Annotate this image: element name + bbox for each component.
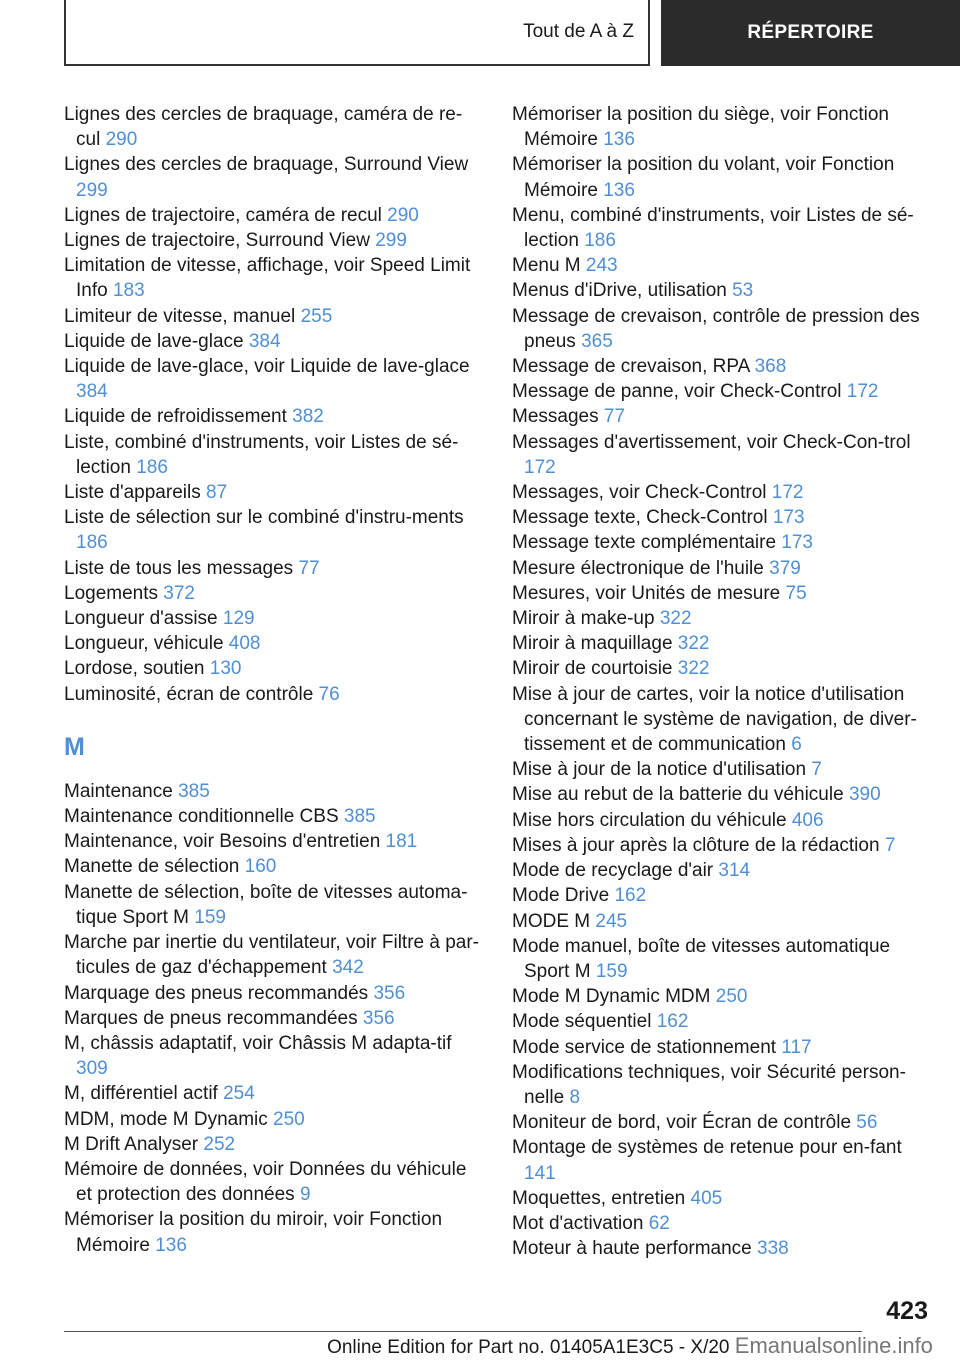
page-link[interactable]: 6 <box>791 734 802 756</box>
index-entry <box>64 1207 484 1257</box>
page-link[interactable]: 342 <box>332 957 364 979</box>
entry-text: Marche par inertie du ventilateur, voir Filtre à par-ticules de gaz d'échappement <box>64 932 480 979</box>
page-link[interactable]: 372 <box>163 582 195 604</box>
index-entry <box>512 909 932 934</box>
index-list-m <box>64 779 484 1258</box>
entry-text: Maintenance <box>64 780 173 802</box>
letter-heading: M <box>64 732 85 761</box>
index-entry <box>64 880 484 930</box>
index-entry <box>512 430 932 480</box>
entry-text: Lignes des cercles de braquage, caméra de re-cul <box>64 104 463 151</box>
entry-text: M, différentiel actif <box>64 1083 218 1105</box>
edition-text: Online Edition for Part no. 01405A1E3C5 - X/20 <box>327 1337 730 1358</box>
entry-text: Maintenance, voir Besoins d'entretien <box>64 831 381 853</box>
page-link[interactable]: 159 <box>194 906 226 928</box>
entry-text: Liste d'appareils <box>64 482 201 504</box>
entry-text: Message de crevaison, RPA <box>512 356 750 378</box>
entry-text: Mode service de stationnement <box>512 1036 777 1058</box>
page-link[interactable]: 254 <box>223 1083 255 1105</box>
index-entry <box>64 354 484 404</box>
page-link[interactable]: 7 <box>884 834 896 856</box>
index-entry <box>64 606 484 631</box>
index-entry <box>64 556 484 581</box>
index-entry <box>64 228 484 253</box>
page-link[interactable]: 406 <box>791 809 824 831</box>
entry-text: Mémoriser la position du volant, voir Fonction Mémoire <box>512 154 895 201</box>
entry-text: Moteur à haute performance <box>512 1238 752 1260</box>
page-link[interactable]: 87 <box>206 482 228 504</box>
entry-text: Message de crevaison, contrôle de pression des pneus <box>512 305 920 352</box>
footer-edition <box>0 1333 960 1359</box>
section-tab[interactable]: Tout de A à Z <box>64 0 650 66</box>
entry-text: Manette de sélection <box>64 856 240 878</box>
index-list-l <box>64 102 484 707</box>
page-link[interactable]: 7 <box>811 759 822 781</box>
page-link[interactable]: 382 <box>292 406 324 428</box>
entry-text: Mémoriser la position du siège, voir Fonction Mémoire <box>512 104 890 151</box>
index-entry <box>512 858 932 883</box>
entry-text: Lordose, soutien <box>64 658 205 680</box>
page-link[interactable]: 136 <box>155 1234 187 1256</box>
page-number: 423 <box>886 1297 928 1325</box>
index-entry <box>64 1132 484 1157</box>
entry-text: Montage de systèmes de retenue pour en-fant <box>512 1137 902 1159</box>
page-link[interactable]: 379 <box>769 557 801 579</box>
index-entry <box>64 102 484 152</box>
page-link[interactable]: 172 <box>771 482 804 504</box>
entry-text: Mise hors circulation du véhicule <box>512 809 787 831</box>
page-link[interactable]: 76 <box>318 683 340 705</box>
entry-text: Menu M <box>512 255 581 277</box>
entry-text: Mode Drive <box>512 885 610 907</box>
entry-text: Miroir de courtoisie <box>512 658 673 680</box>
entry-text: Mise à jour de cartes, voir la notice d'utilisation concernant le système de navigation, de diver-tissement et de communication <box>512 683 917 756</box>
index-entry <box>512 203 932 253</box>
page-link[interactable]: 365 <box>581 330 613 352</box>
page-link[interactable]: 309 <box>76 1058 108 1080</box>
index-entry <box>512 782 932 807</box>
index-entry <box>512 1110 932 1135</box>
entry-text: Lignes de trajectoire, caméra de recul <box>64 204 382 226</box>
index-entry <box>64 480 484 505</box>
index-entry <box>64 304 484 329</box>
index-entry <box>512 304 932 354</box>
page-link[interactable]: 141 <box>524 1162 556 1184</box>
index-entry <box>512 1236 932 1261</box>
index-entry <box>64 682 484 707</box>
entry-text: Mémoriser la position du miroir, voir Fonction Mémoire <box>64 1209 443 1256</box>
entry-text: Mode de recyclage d'air <box>512 860 714 882</box>
index-entry <box>512 278 932 303</box>
entry-text: Message texte, Check-Control <box>512 507 768 529</box>
index-list-m-continued <box>512 102 932 1261</box>
index-entry <box>512 833 932 858</box>
entry-text: Menus d'iDrive, utilisation <box>512 280 727 302</box>
entry-text: Messages, voir Check-Control <box>512 482 767 504</box>
page-link[interactable]: 356 <box>362 1007 395 1029</box>
entry-text: Mise au rebut de la batterie du véhicule <box>512 784 844 806</box>
entry-text: Mot d'activation <box>512 1212 644 1234</box>
page-link[interactable]: 314 <box>718 860 751 882</box>
index-entry <box>512 606 932 631</box>
page-link[interactable]: 77 <box>298 557 320 579</box>
page-link[interactable]: 390 <box>848 784 881 806</box>
index-entry <box>512 682 932 758</box>
index-entry <box>512 404 932 429</box>
index-entry <box>512 656 932 681</box>
index-entry <box>512 505 932 530</box>
page-link[interactable]: 368 <box>754 356 787 378</box>
index-entry <box>512 1009 932 1034</box>
page-link[interactable]: 322 <box>677 633 710 655</box>
index-entry <box>512 757 932 782</box>
entry-text: MODE M <box>512 910 591 932</box>
index-entry <box>512 1211 932 1236</box>
page-link[interactable]: 130 <box>209 658 242 680</box>
entry-text: Mise à jour de la notice d'utilisation <box>512 759 807 781</box>
index-entry <box>512 556 932 581</box>
page-link[interactable]: 159 <box>595 960 628 982</box>
index-entry <box>64 203 484 228</box>
index-entry <box>64 1157 484 1207</box>
index-entry <box>64 631 484 656</box>
page-link[interactable]: 162 <box>614 885 647 907</box>
entry-text: Marques de pneus recommandées <box>64 1007 358 1029</box>
page-link[interactable]: 255 <box>300 305 333 327</box>
entry-text: Message texte complémentaire <box>512 532 777 554</box>
entry-text: Marquage des pneus recommandés <box>64 982 369 1004</box>
entry-text: Mises à jour après la clôture de la rédaction <box>512 834 880 856</box>
page-link[interactable]: 322 <box>659 608 692 630</box>
index-entry <box>512 1186 932 1211</box>
index-entry <box>512 253 932 278</box>
index-entry <box>64 581 484 606</box>
page-link[interactable]: 290 <box>387 204 419 226</box>
page-link[interactable]: 384 <box>248 330 281 352</box>
page-link[interactable]: 356 <box>373 982 406 1004</box>
entry-text: Messages <box>512 406 599 428</box>
entry-text: Limitation de vitesse, affichage, voir Speed Limit Info <box>64 255 471 302</box>
index-entry <box>64 404 484 429</box>
index-entry <box>64 829 484 854</box>
index-entry <box>64 1031 484 1081</box>
page-link[interactable]: 129 <box>222 608 255 630</box>
index-entry <box>512 152 932 202</box>
page-link[interactable]: 290 <box>105 129 138 151</box>
watermark-logo: Emanualsonline.info <box>734 1333 933 1358</box>
index-column-right <box>512 102 932 1261</box>
entry-text: Mode manuel, boîte de vitesses automatique Sport M <box>512 935 891 982</box>
entry-text: Mesures, voir Unités de mesure <box>512 582 781 604</box>
page-link[interactable]: 77 <box>603 406 626 428</box>
entry-text: Moniteur de bord, voir Écran de contrôle <box>512 1112 852 1134</box>
page-link[interactable]: 162 <box>656 1011 689 1033</box>
entry-text: Liquide de lave-glace, voir Liquide de lave-glace <box>64 356 470 378</box>
page-link[interactable]: 252 <box>203 1133 236 1155</box>
index-entry <box>512 1035 932 1060</box>
entry-text: M Drift Analyser <box>64 1133 199 1155</box>
index-entry <box>64 1006 484 1031</box>
index-entry <box>64 930 484 980</box>
page-link[interactable]: 183 <box>112 280 145 302</box>
page-link[interactable]: 186 <box>76 532 108 554</box>
page-link[interactable]: 186 <box>584 230 616 252</box>
index-entry <box>512 1135 932 1185</box>
title-tab[interactable]: RÉPERTOIRE <box>661 0 960 66</box>
index-entry <box>64 779 484 804</box>
entry-text: Message de panne, voir Check-Control <box>512 381 842 403</box>
index-entry <box>64 430 484 480</box>
index-entry <box>64 1107 484 1132</box>
index-entry <box>512 102 932 152</box>
page-link[interactable]: 172 <box>524 456 556 478</box>
index-entry <box>512 808 932 833</box>
entry-text: Liste, combiné d'instruments, voir Listes de sé-lection <box>64 431 459 478</box>
entry-text: Logements <box>64 582 159 604</box>
page-link[interactable]: 186 <box>136 456 168 478</box>
page-link[interactable]: 384 <box>76 381 108 403</box>
entry-text: Liquide de refroidissement <box>64 406 287 428</box>
index-entry <box>64 505 484 555</box>
entry-text: Longueur, véhicule <box>64 633 224 655</box>
entry-text: Lignes de trajectoire, Surround View <box>64 230 370 252</box>
page-link[interactable]: 338 <box>757 1238 789 1260</box>
entry-text: Luminosité, écran de contrôle <box>64 683 314 705</box>
page-link[interactable]: 56 <box>856 1112 878 1134</box>
page-header <box>0 0 960 66</box>
index-entry <box>512 379 932 404</box>
entry-text: Limiteur de vitesse, manuel <box>64 305 296 327</box>
page-link[interactable]: 181 <box>385 831 418 853</box>
index-entry <box>512 883 932 908</box>
page-link[interactable]: 243 <box>585 255 618 277</box>
page-link[interactable]: 250 <box>715 986 748 1008</box>
entry-text: Liquide de lave-glace <box>64 330 244 352</box>
page-link[interactable]: 299 <box>375 230 407 252</box>
page-link[interactable]: 173 <box>772 507 805 529</box>
page-link[interactable]: 250 <box>273 1108 305 1130</box>
index-column-left <box>64 102 484 1258</box>
entry-text: Menu, combiné d'instruments, voir Listes de sé-lection <box>512 204 914 252</box>
index-entry <box>64 854 484 879</box>
entry-text: Liste de sélection sur le combiné d'instru-ments <box>64 507 464 529</box>
entry-text: Moquettes, entretien <box>512 1187 686 1209</box>
page-link[interactable]: 322 <box>677 658 710 680</box>
index-entry <box>512 984 932 1009</box>
entry-text: Modifications techniques, voir Sécurité person-nelle <box>512 1061 906 1108</box>
page-link[interactable]: 9 <box>299 1184 311 1206</box>
page-link[interactable]: 62 <box>648 1212 670 1234</box>
page-link[interactable]: 53 <box>732 280 754 302</box>
index-entry <box>64 656 484 681</box>
entry-text: Mesure électronique de l'huile <box>512 557 764 579</box>
footer-divider <box>64 1331 862 1332</box>
page-link[interactable]: 245 <box>595 910 628 932</box>
index-entry <box>64 1081 484 1106</box>
entry-text: Messages d'avertissement, voir Check-Con-trol <box>512 431 911 453</box>
index-entry <box>512 530 932 555</box>
index-entry <box>512 934 932 984</box>
page-link[interactable]: 385 <box>343 806 376 828</box>
entry-text: M, châssis adaptatif, voir Châssis M adapta-tif <box>64 1032 452 1054</box>
index-entry <box>512 354 932 379</box>
entry-text: Mode M Dynamic MDM <box>512 986 711 1008</box>
index-entry <box>64 253 484 303</box>
entry-text: Miroir à make-up <box>512 608 655 630</box>
entry-text: Miroir à maquillage <box>512 633 673 655</box>
entry-text: Mémoire de données, voir Données du véhicule et protection des données <box>64 1158 467 1206</box>
page-link[interactable]: 136 <box>603 129 635 151</box>
page-link[interactable]: 299 <box>76 179 108 201</box>
page-link[interactable]: 173 <box>781 532 813 554</box>
page-link[interactable]: 405 <box>690 1187 723 1209</box>
page-link[interactable]: 385 <box>178 780 210 802</box>
page-link[interactable]: 160 <box>244 856 277 878</box>
entry-text: Manette de sélection, boîte de vitesses automa-tique Sport M <box>64 881 468 928</box>
entry-text: Mode séquentiel <box>512 1011 652 1033</box>
index-entry <box>512 480 932 505</box>
page-link[interactable]: 408 <box>228 633 261 655</box>
index-entry <box>64 152 484 202</box>
entry-text: Maintenance conditionnelle CBS <box>64 806 339 828</box>
entry-text: MDM, mode M Dynamic <box>64 1108 268 1130</box>
index-entry <box>512 631 932 656</box>
index-entry <box>64 329 484 354</box>
index-entry <box>64 981 484 1006</box>
entry-text: Longueur d'assise <box>64 608 218 630</box>
page-link[interactable]: 8 <box>569 1086 581 1108</box>
page-link[interactable]: 75 <box>785 582 807 604</box>
entry-text: Liste de tous les messages <box>64 557 294 579</box>
index-entry <box>512 581 932 606</box>
index-entry <box>512 1060 932 1110</box>
page-link[interactable]: 136 <box>603 179 635 201</box>
page-link[interactable]: 117 <box>781 1036 812 1058</box>
entry-text: Lignes des cercles de braquage, Surround View <box>64 154 469 176</box>
page-link[interactable]: 172 <box>846 381 879 403</box>
index-entry <box>64 804 484 829</box>
